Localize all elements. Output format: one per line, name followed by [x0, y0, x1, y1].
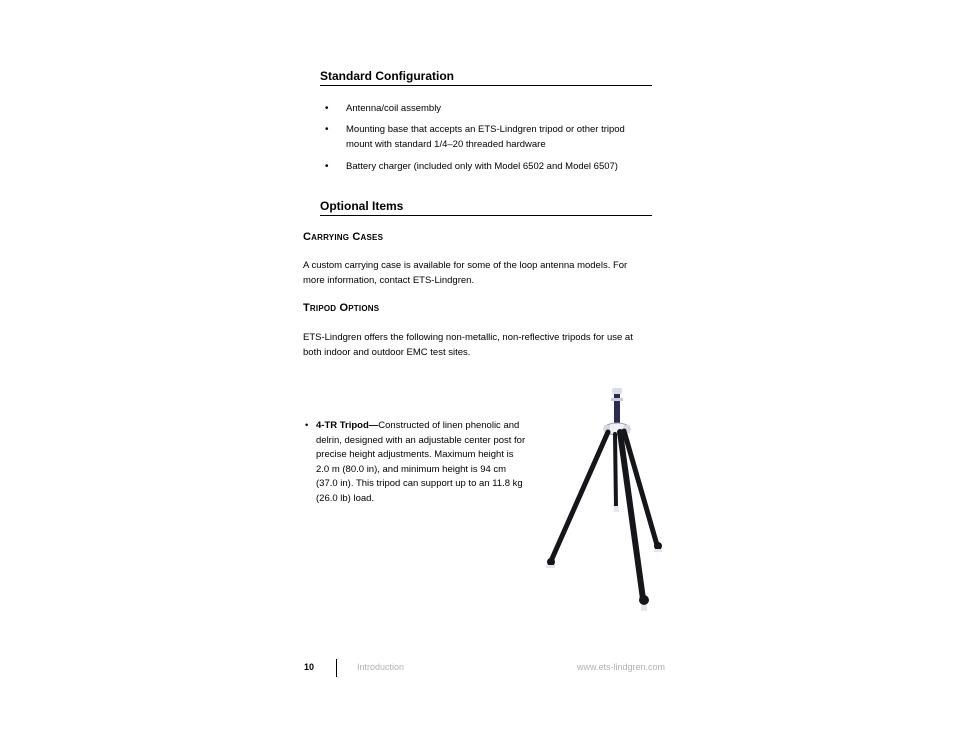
page-number: 10 — [304, 662, 315, 672]
tripod-description: Constructed of linen phenolic and delrin, designed with an adjustable center post for precise height adjustments. Maximum height is 2.0 m (80.0 in), and minimum height is 94 cm (37.0 in). This tripod can support up to an 11.8 kg (26.0 lb) load. — [316, 420, 526, 504]
footer-section-name: Introduction — [357, 662, 405, 672]
tripod-image — [540, 385, 670, 615]
carrying-cases-text: A custom carrying case is available for some of the loop antenna models. For more information, contact ETS-Lindgren. — [303, 260, 628, 286]
tripod-list-item — [305, 419, 527, 507]
list-item: • Battery charger (included only with Model 6502 and Model 6507) — [325, 159, 645, 174]
footer-website: www.ets-lindgren.com — [577, 662, 666, 672]
list-item: • Mounting base that accepts an ETS-Lindgren tripod or other tripod mount with standard 1/4–20 threaded hardware — [325, 122, 645, 152]
tripod-options-text: ETS-Lindgren offers the following non-metallic, non-reflective tripods for use at both indoor and outdoor EMC test sites. — [303, 332, 633, 358]
bullet: • — [305, 420, 309, 431]
tripod-name: 4-TR Tripod— — [316, 420, 379, 431]
list-item: • Antenna/coil assembly — [325, 101, 645, 116]
footer-divider — [336, 659, 337, 677]
tripod-feet — [546, 506, 662, 611]
tripod-options-heading: Tripod Options — [303, 302, 380, 314]
carrying-cases-heading: Carrying Cases — [303, 231, 384, 243]
optional-items-heading: Optional Items — [320, 199, 652, 216]
standard-configuration-list — [325, 101, 645, 174]
tripod-legs — [551, 431, 657, 599]
standard-configuration-heading: Standard Configuration — [320, 69, 652, 86]
